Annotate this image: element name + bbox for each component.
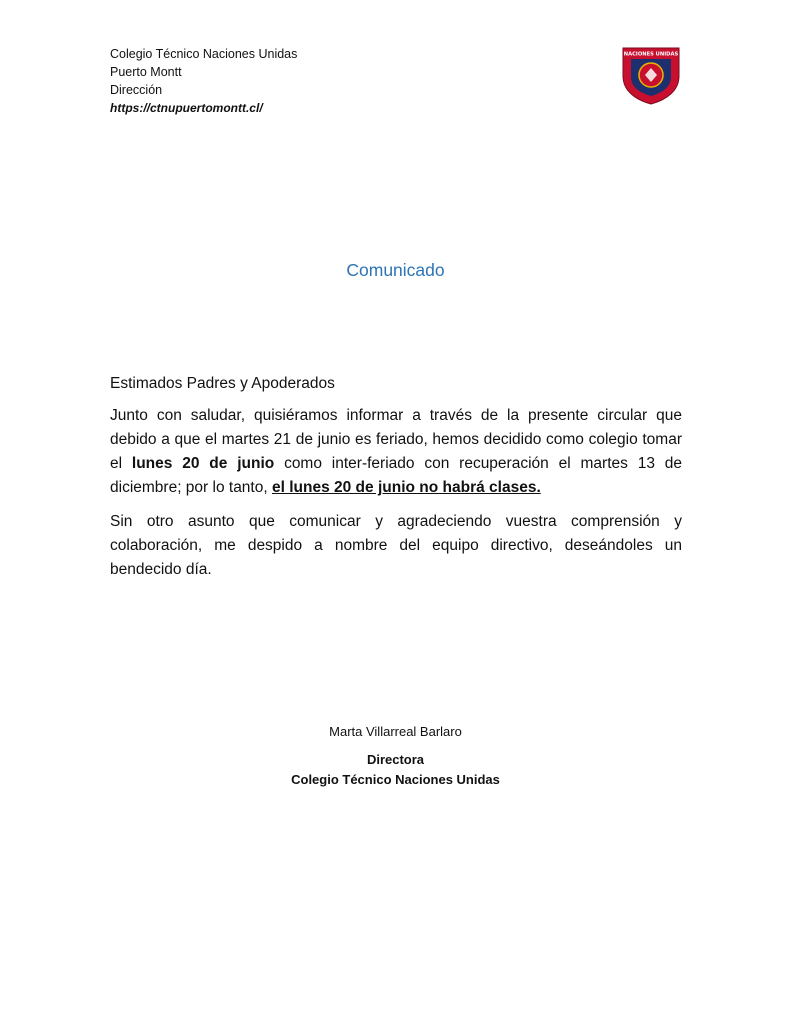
school-crest-icon — [620, 44, 682, 106]
crest-svg — [620, 44, 682, 106]
announcement-date-bold: lunes 20 de junio — [131, 455, 275, 472]
school-name: Colegio Técnico Naciones Unidas — [110, 47, 298, 61]
crest-text: NACIONES UNIDAS — [623, 51, 679, 58]
no-classes-notice: el lunes 20 de junio no habrá clases. — [271, 479, 541, 496]
paragraph-announcement — [110, 404, 682, 500]
signatory-name: Marta Villarreal Barlaro — [329, 724, 462, 739]
paragraph-closing: Sin otro asunto que comunicar y agradeciendo vuestra comprensión y colaboración, me despido a nombre del equipo directivo, deseándoles un bendecido día. — [110, 513, 682, 578]
announcement-text-2: como inter-feriado con recuperación el martes 13 de diciembre; por lo tanto, — [110, 455, 683, 496]
document-title: Comunicado — [346, 260, 445, 280]
letterhead — [110, 45, 297, 117]
announcement-text-1: Junto con saludar, quisiéramos informar a través de la presente circular que debido a que el martes 21 de junio es feriado, hemos decidido como colegio tomar el — [110, 407, 682, 472]
department: Dirección — [110, 83, 163, 97]
signature-block — [0, 722, 791, 790]
city: Puerto Montt — [110, 65, 182, 79]
school-url: https://ctnupuertomontt.cl/ — [110, 101, 263, 115]
greeting: Estimados Padres y Apoderados — [110, 375, 335, 392]
signatory-role: Directora — [366, 752, 425, 767]
signatory-organization: Colegio Técnico Naciones Unidas — [291, 772, 500, 787]
letter-body — [110, 372, 682, 592]
